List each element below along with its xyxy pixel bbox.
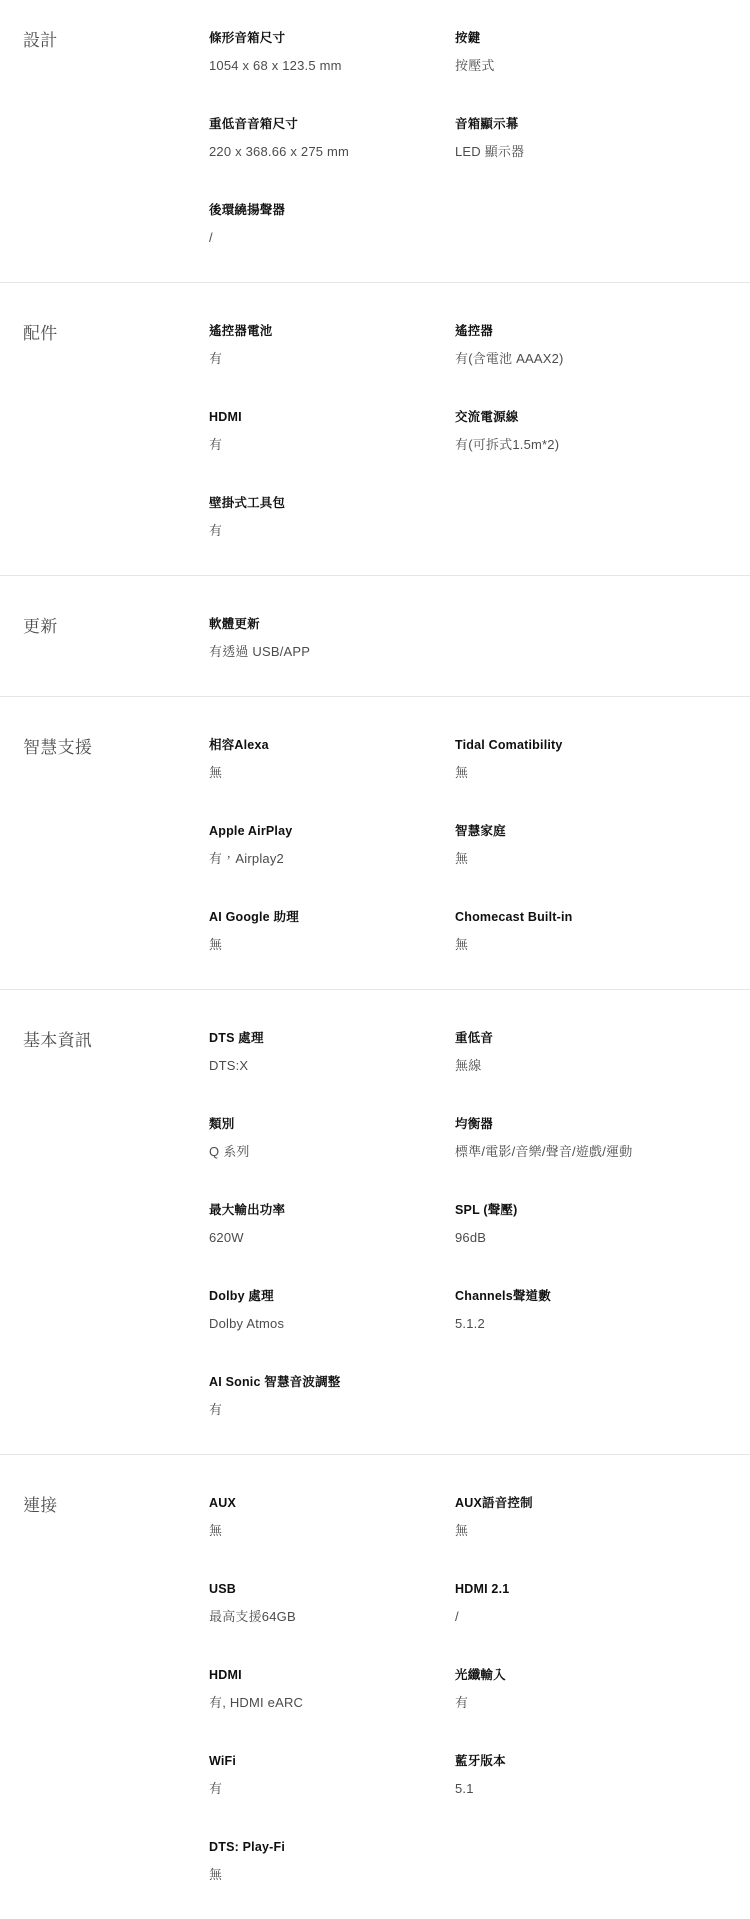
section-title: 連接 (23, 1496, 58, 1515)
spec-item (209, 495, 455, 539)
spec-label: 重低音 (455, 1031, 494, 1045)
spec-value: 有 (209, 1402, 223, 1417)
spec-item (209, 1581, 455, 1625)
spec-label: Tidal Comatibility (455, 738, 563, 752)
spec-value: 620W (209, 1230, 244, 1245)
spec-item (209, 823, 455, 867)
section-title: 配件 (23, 324, 58, 343)
spec-item (455, 1667, 734, 1711)
section-items (209, 1030, 750, 1418)
spec-value: 有 (455, 1695, 469, 1710)
spec-item (209, 1202, 455, 1246)
spec-item (209, 1839, 455, 1883)
spec-value: 最高支援64GB (209, 1609, 296, 1624)
spec-label: 類別 (209, 1117, 235, 1131)
spec-value: 無 (209, 1523, 223, 1538)
spec-label: 藍牙版本 (455, 1754, 506, 1768)
spec-label: AI Google 助理 (209, 910, 299, 924)
section-items (209, 1495, 750, 1883)
spec-item (455, 30, 734, 74)
spec-item (455, 1753, 734, 1797)
spec-value: LED 顯示器 (455, 144, 525, 159)
spec-value: 無 (455, 937, 469, 952)
spec-value: 有 (209, 351, 223, 366)
spec-label: 後環繞揚聲器 (209, 203, 286, 217)
section-title: 更新 (23, 617, 58, 636)
spec-item (455, 1030, 734, 1074)
spec-value: Q 系列 (209, 1144, 250, 1159)
spec-item (455, 116, 734, 160)
spec-value: 無 (209, 765, 223, 780)
spec-section-1 (0, 282, 750, 575)
spec-label: 均衡器 (455, 1117, 494, 1131)
spec-section-5 (0, 1454, 750, 1919)
spec-value: 無 (455, 851, 469, 866)
spec-item (209, 1667, 455, 1711)
spec-value: Dolby Atmos (209, 1316, 285, 1331)
spec-item (209, 323, 455, 367)
spec-value: DTS:X (209, 1058, 249, 1073)
spec-item (209, 116, 455, 160)
spec-item (209, 409, 455, 453)
section-items (209, 30, 750, 246)
spec-item (209, 616, 455, 660)
section-title: 基本資訊 (23, 1031, 93, 1050)
spec-value: 有 (209, 1781, 223, 1796)
spec-value: 有透過 USB/APP (209, 644, 311, 659)
spec-value: 1054 x 68 x 123.5 mm (209, 58, 342, 73)
spec-value: 有，Airplay2 (209, 851, 284, 866)
spec-item (209, 1116, 455, 1160)
spec-label: 壁掛式工具包 (209, 496, 286, 510)
spec-item (209, 202, 455, 246)
spec-label: USB (209, 1582, 236, 1596)
spec-label: 遙控器電池 (209, 324, 273, 338)
spec-value: 無 (209, 1867, 223, 1882)
spec-label: 最大輸出功率 (209, 1203, 286, 1217)
spec-label: SPL (聲壓) (455, 1203, 518, 1217)
spec-item (455, 737, 734, 781)
spec-value: 有(可拆式1.5m*2) (455, 437, 560, 452)
spec-value: 5.1.2 (455, 1316, 485, 1331)
spec-section-0 (0, 0, 750, 282)
spec-value: / (209, 230, 213, 245)
section-items (209, 616, 750, 660)
spec-item (455, 1116, 734, 1160)
spec-label: AUX (209, 1496, 236, 1510)
spec-section-4 (0, 989, 750, 1454)
spec-value: / (455, 1609, 459, 1624)
spec-section-2 (0, 575, 750, 696)
spec-item (209, 30, 455, 74)
spec-label: DTS 處理 (209, 1031, 264, 1045)
spec-label: 光纖輸入 (455, 1668, 506, 1682)
spec-label: 智慧家庭 (455, 824, 506, 838)
spec-label: 重低音音箱尺寸 (209, 117, 298, 131)
spec-label: AI Sonic 智慧音波調整 (209, 1375, 341, 1389)
spec-item (209, 1495, 455, 1539)
spec-item (455, 909, 734, 953)
spec-item (209, 1030, 455, 1074)
spec-value: 無線 (455, 1058, 482, 1073)
section-title: 智慧支援 (23, 738, 93, 757)
spec-value: 有, HDMI eARC (209, 1695, 304, 1710)
spec-label: Apple AirPlay (209, 824, 293, 838)
spec-value: 無 (455, 1523, 469, 1538)
section-title: 設計 (23, 31, 58, 50)
spec-item (455, 409, 734, 453)
section-items (209, 323, 750, 539)
spec-item (455, 1288, 734, 1332)
spec-value: 有 (209, 437, 223, 452)
spec-item (455, 323, 734, 367)
spec-label: HDMI 2.1 (455, 1582, 510, 1596)
spec-section-3 (0, 696, 750, 989)
spec-item (209, 1374, 455, 1418)
spec-label: DTS: Play-Fi (209, 1840, 286, 1854)
spec-item (455, 1581, 734, 1625)
spec-value: 無 (209, 937, 223, 952)
spec-value: 96dB (455, 1230, 487, 1245)
spec-value: 220 x 368.66 x 275 mm (209, 144, 350, 159)
spec-item (455, 1495, 734, 1539)
spec-label: Dolby 處理 (209, 1289, 274, 1303)
spec-item (455, 1202, 734, 1246)
spec-item (455, 823, 734, 867)
spec-value: 有 (209, 523, 223, 538)
spec-label: Channels聲道數 (455, 1289, 551, 1303)
spec-label: AUX語音控制 (455, 1496, 533, 1510)
spec-item (209, 1753, 455, 1797)
spec-item (209, 737, 455, 781)
spec-value: 按壓式 (455, 58, 495, 73)
spec-label: WiFi (209, 1754, 237, 1768)
spec-label: 相容Alexa (209, 738, 269, 752)
spec-label: Chomecast Built-in (455, 910, 573, 924)
spec-label: 條形音箱尺寸 (209, 31, 286, 45)
spec-value: 標準/電影/音樂/聲音/遊戲/運動 (455, 1144, 633, 1159)
section-items (209, 737, 750, 953)
spec-value: 無 (455, 765, 469, 780)
spec-item (209, 909, 455, 953)
spec-label: 遙控器 (455, 324, 494, 338)
spec-value: 有(含電池 AAAX2) (455, 351, 564, 366)
spec-label: 按鍵 (455, 31, 481, 45)
spec-label: 交流電源線 (455, 410, 519, 424)
spec-label: HDMI (209, 1668, 242, 1682)
spec-label: 軟體更新 (209, 617, 260, 631)
spec-item (209, 1288, 455, 1332)
spec-label: HDMI (209, 410, 242, 424)
spec-label: 音箱顯示幕 (455, 117, 519, 131)
spec-value: 5.1 (455, 1781, 474, 1796)
